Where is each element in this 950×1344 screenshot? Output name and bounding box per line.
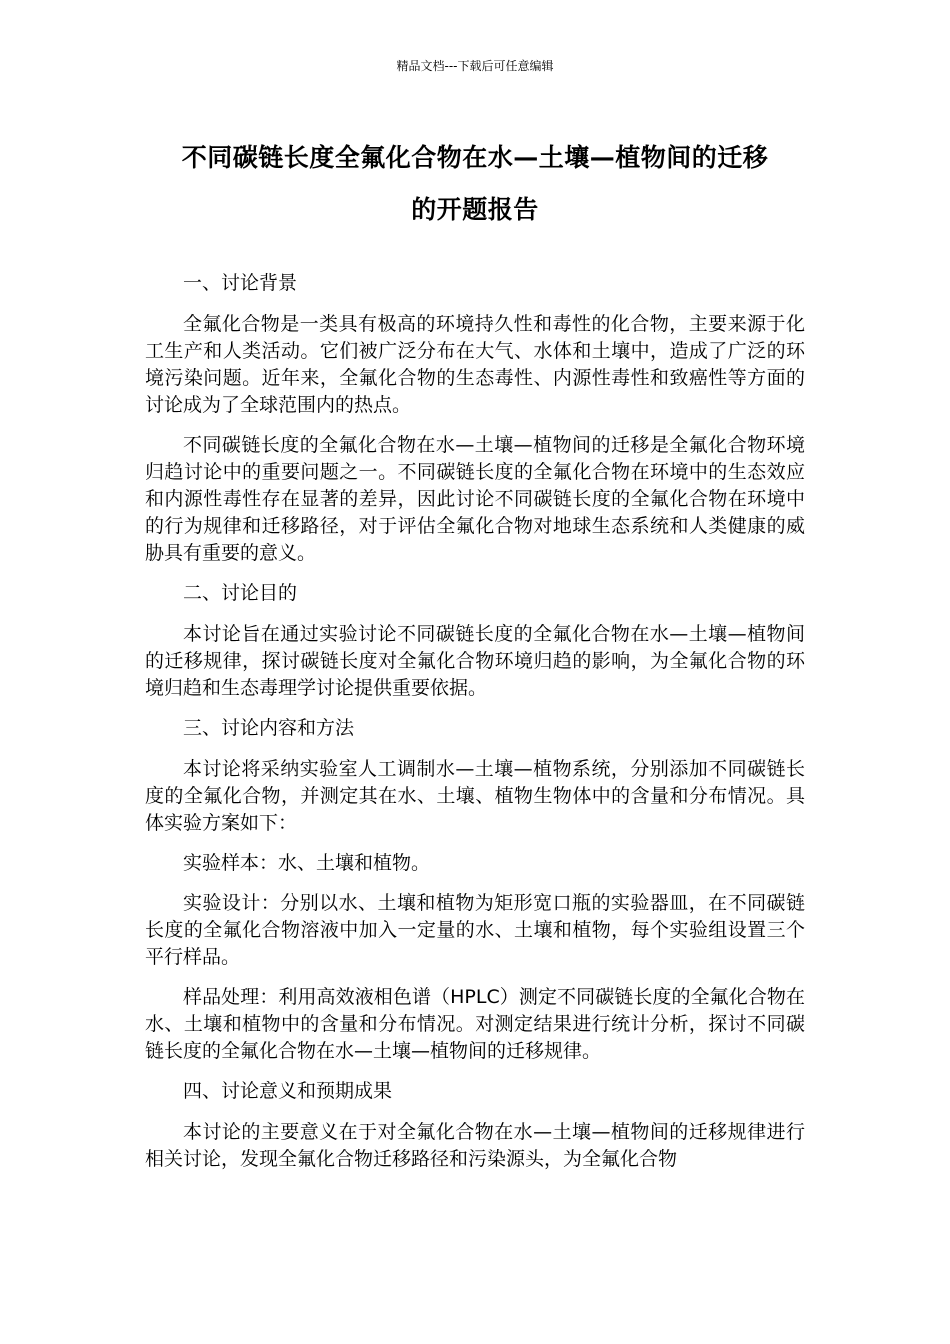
paragraph-design: 实验设计：分别以水、土壤和植物为矩形宽口瓶的实验器皿，在不同碳链长度的全氟化合物溶液中加入一定量的水、土壤和植物，每个实验组设置三个平行样品。 <box>145 892 805 968</box>
section-heading-methods: 三、讨论内容和方法 <box>183 717 355 739</box>
section-heading-significance: 四、讨论意义和预期成果 <box>183 1080 393 1102</box>
page-title <box>140 132 810 236</box>
section-heading-purpose: 二、讨论目的 <box>183 582 298 604</box>
paragraph-purpose: 本讨论旨在通过实验讨论不同碳链长度的全氟化合物在水—土壤—植物间的迁移规律，探讨碳链长度对全氟化合物环境归趋的影响，为全氟化合物的环境归趋和生态毒理学讨论提供重要依据。 <box>145 623 805 699</box>
paragraph-methods-intro: 本讨论将采纳实验室人工调制水—土壤—植物系统，分别添加不同碳链长度的全氟化合物，并测定其在水、土壤、植物生物体中的含量和分布情况。具体实验方案如下： <box>145 758 805 834</box>
paragraph-background-2: 不同碳链长度的全氟化合物在水—土壤—植物间的迁移是全氟化合物环境归趋讨论中的重要问题之一。不同碳链长度的全氟化合物在环境中的生态效应和内源性毒性存在显著的差异，因此讨论不同碳链长度的全氟化合物在环境中的行为规律和迁移路径，对于评估全氟化合物对地球生态系统和人类健康的威胁具有重要的意义。 <box>145 434 805 564</box>
paragraph-samples: 实验样本：水、土壤和植物。 <box>183 852 431 874</box>
paragraph-processing: 样品处理：利用高效液相色谱（HPLC）测定不同碳链长度的全氟化合物在水、土壤和植物中的含量和分布情况。对测定结果进行统计分析，探讨不同碳链长度的全氟化合物在水—土壤—植物间的迁移规律。 <box>145 986 805 1062</box>
header-note: 精品文档---下载后可任意编辑 <box>396 59 554 73</box>
paragraph-background-1: 全氟化合物是一类具有极高的环境持久性和毒性的化合物，主要来源于化工生产和人类活动。它们被广泛分布在大气、水体和土壤中，造成了广泛的环境污染问题。近年来，全氟化合物的生态毒性、内源性毒性和致癌性等方面的讨论成为了全球范围内的热点。 <box>145 313 805 416</box>
section-heading-background: 一、讨论背景 <box>183 272 298 294</box>
paragraph-significance: 本讨论的主要意义在于对全氟化合物在水—土壤—植物间的迁移规律进行相关讨论，发现全氟化合物迁移路径和污染源头，为全氟化合物 <box>145 1121 805 1170</box>
title-line-2: 的开题报告 <box>411 195 539 224</box>
document-body <box>145 270 805 1186</box>
title-line-1: 不同碳链长度全氟化合物在水—土壤—植物间的迁移 <box>181 143 769 172</box>
